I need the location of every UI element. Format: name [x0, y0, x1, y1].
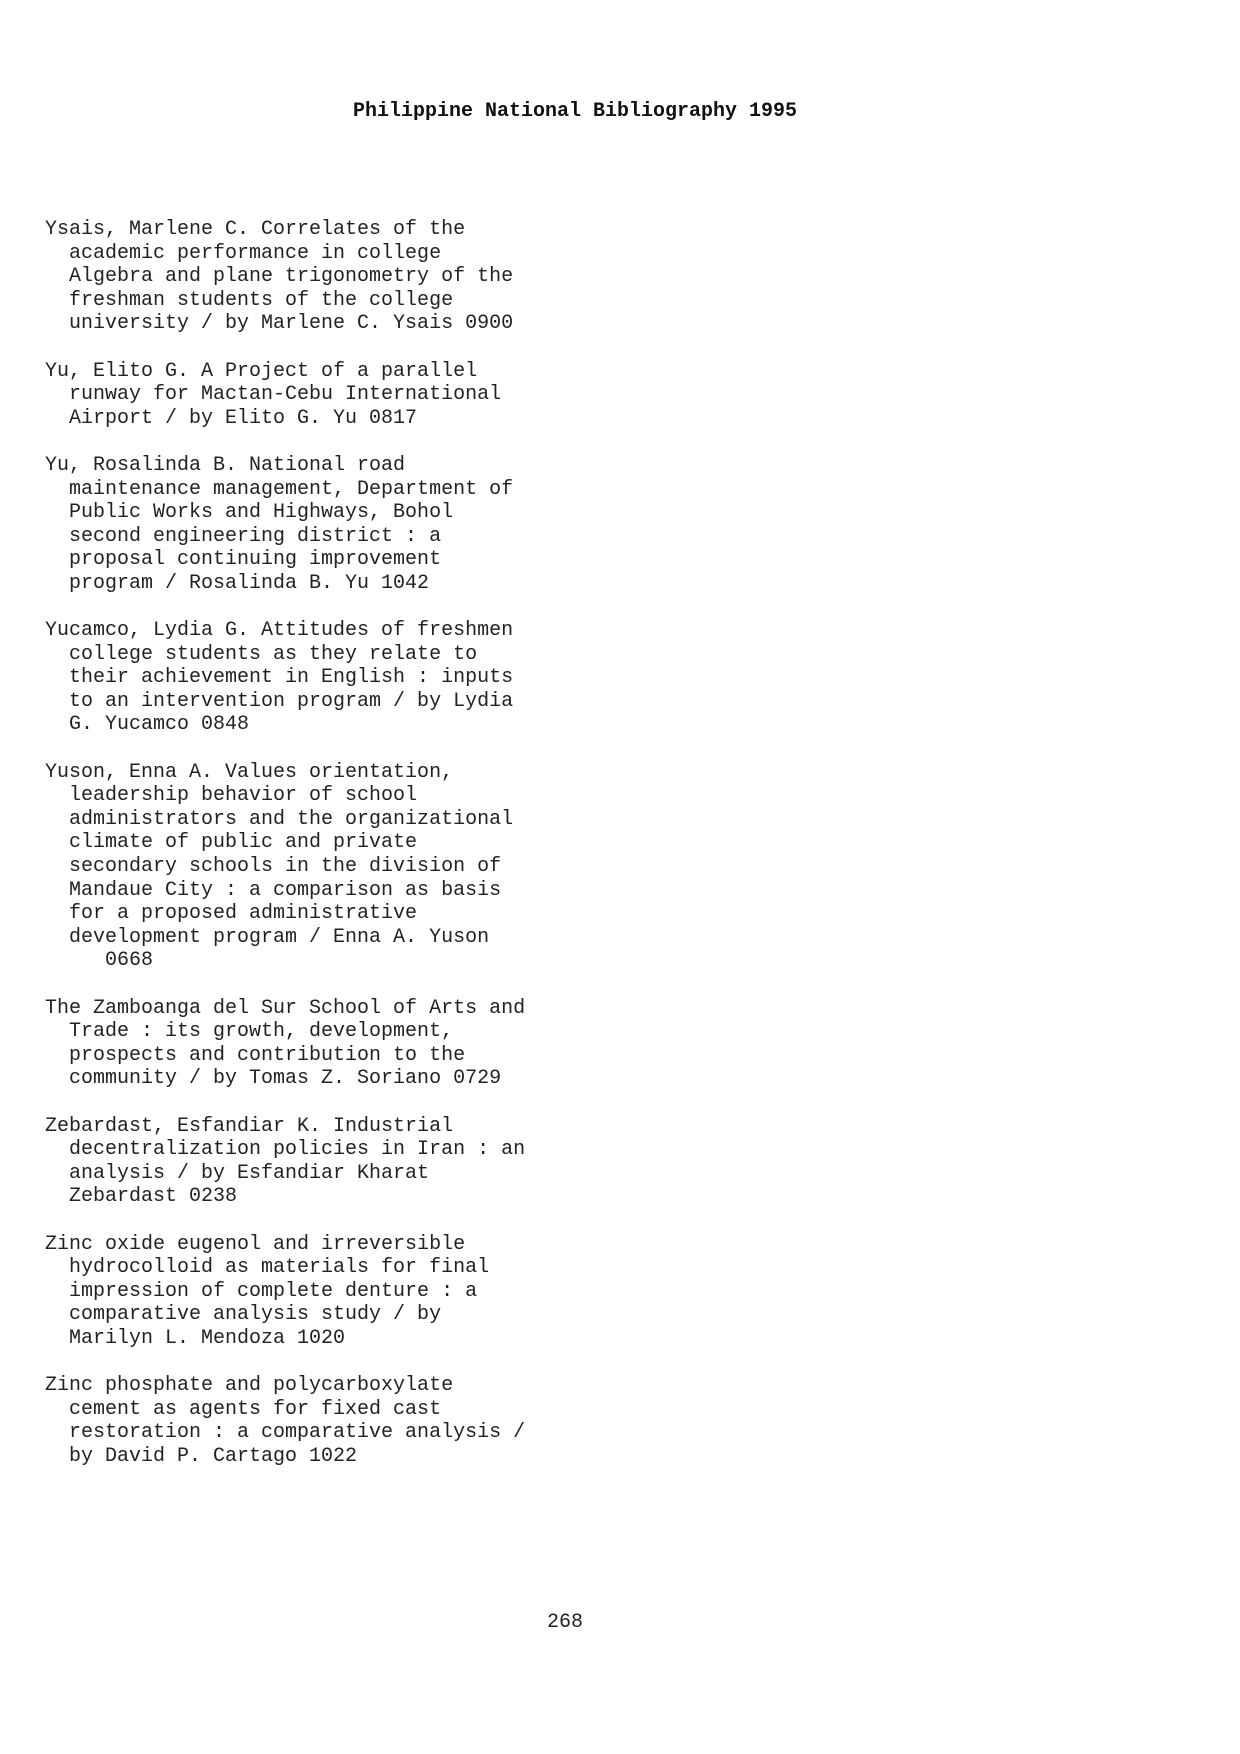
bibliography-entry	[45, 1115, 605, 1209]
entry-line: climate of public and private	[45, 831, 418, 855]
bibliography-entry	[45, 619, 605, 737]
bibliography-entry	[45, 218, 605, 336]
entry-line: university / by Marlene C. Ysais 0900	[45, 312, 514, 336]
entry-line: program / Rosalinda B. Yu 1042	[45, 571, 430, 595]
entry-line: second engineering district : a	[45, 524, 442, 548]
page-number: 268	[546, 1611, 583, 1634]
entry-line: Marilyn L. Mendoza 1020	[45, 1326, 346, 1350]
entry-line: to an intervention program / by Lydia	[45, 689, 514, 713]
entry-line: development program / Enna A. Yuson	[45, 925, 490, 949]
entry-line: Public Works and Highways, Bohol	[45, 501, 454, 525]
entry-line: community / by Tomas Z. Soriano 0729	[45, 1067, 502, 1091]
entry-line: hydrocolloid as materials for final	[45, 1256, 490, 1280]
entry-line: Ysais, Marlene C. Correlates of the	[45, 218, 466, 241]
entry-line: college students as they relate to	[45, 642, 478, 666]
bibliography-entry	[45, 1233, 605, 1351]
entry-line: Algebra and plane trigonometry of the	[45, 265, 514, 289]
entry-line: maintenance management, Department of	[45, 477, 514, 501]
entry-line: Yucamco, Lydia G. Attitudes of freshmen	[45, 619, 514, 643]
entry-line: their achievement in English : inputs	[45, 666, 514, 690]
entry-line: impression of complete denture : a	[45, 1279, 478, 1303]
entry-line: Zebardast 0238	[45, 1185, 238, 1209]
bibliography-entry	[45, 454, 605, 596]
entry-line: administrators and the organizational	[45, 807, 514, 831]
entry-line: comparative analysis study / by	[45, 1303, 442, 1327]
entry-line: proposal continuing improvement	[45, 548, 442, 572]
entry-line: leadership behavior of school	[45, 784, 418, 808]
entry-line: The Zamboanga del Sur School of Arts and	[45, 996, 526, 1020]
entry-line: G. Yucamco 0848	[45, 713, 250, 737]
entry-line: Zinc phosphate and polycarboxylate	[45, 1374, 454, 1398]
entry-line: Yu, Rosalinda B. National road	[45, 453, 406, 477]
bibliography-entry	[45, 997, 605, 1091]
page-title: Philippine National Bibliography 1995	[352, 100, 798, 123]
bibliography-entry	[45, 360, 605, 431]
entry-line: 0668	[45, 949, 154, 973]
entry-line: Yuson, Enna A. Values orientation,	[45, 760, 454, 784]
entry-line: prospects and contribution to the	[45, 1043, 466, 1067]
bibliography-list	[45, 218, 605, 1492]
entry-line: cement as agents for fixed cast	[45, 1397, 442, 1421]
entry-line: secondary schools in the division of	[45, 855, 502, 879]
bibliography-entry	[45, 1374, 605, 1468]
bibliography-entry	[45, 761, 605, 973]
entry-line: Trade : its growth, development,	[45, 1020, 454, 1044]
entry-line: Yu, Elito G. A Project of a parallel	[45, 359, 478, 383]
entry-line: freshman students of the college	[45, 288, 454, 312]
entry-line: decentralization policies in Iran : an	[45, 1138, 526, 1162]
entry-line: academic performance in college	[45, 241, 442, 265]
entry-line: restoration : a comparative analysis /	[45, 1421, 526, 1445]
entry-line: Zebardast, Esfandiar K. Industrial	[45, 1114, 454, 1138]
entry-line: runway for Mactan-Cebu International	[45, 383, 502, 407]
entry-line: Zinc oxide eugenol and irreversible	[45, 1232, 466, 1256]
entry-line: for a proposed administrative	[45, 902, 418, 926]
entry-line: by David P. Cartago 1022	[45, 1444, 358, 1468]
entry-line: Airport / by Elito G. Yu 0817	[45, 406, 418, 430]
entry-line: analysis / by Esfandiar Kharat	[45, 1161, 430, 1185]
entry-line: Mandaue City : a comparison as basis	[45, 878, 502, 902]
